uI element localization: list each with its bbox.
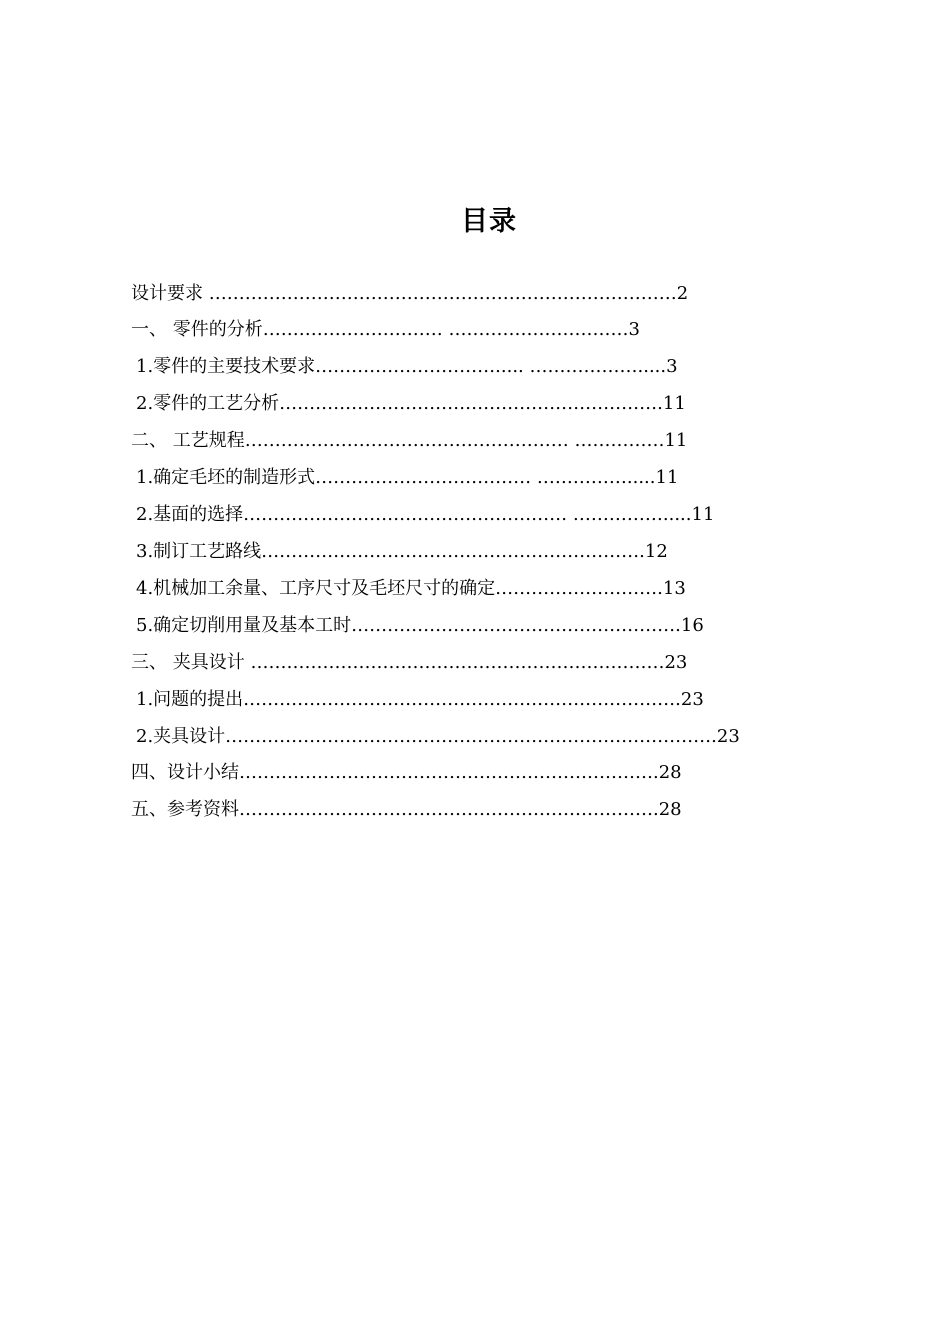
toc-entry-datum-selection: 2.基面的选择……………………………………………… …………….....11: [136, 504, 715, 525]
toc-entry-fixture-design: 三、 夹具设计 ……………………………………………………………23: [131, 652, 688, 673]
toc-entry-references: 五、参考资料…………………………………………………………….28: [131, 799, 682, 820]
toc-entry-process-route: 3.制订工艺路线……………………………………………………….12: [136, 541, 668, 562]
toc-entry-technical-requirements: 1.零件的主要技术要求…………………………..... ……………….....3: [136, 356, 678, 377]
toc-entry-process-analysis: 2.零件的工艺分析……………………………………………………….11: [136, 393, 686, 414]
toc-entry-cutting-parameters: 5.确定切削用量及基本工时……………………………………………….16: [136, 615, 704, 636]
toc-title: 目录: [461, 206, 517, 237]
toc-entry-design-summary: 四、设计小结…………………………………………………………….28: [131, 762, 682, 783]
toc-entry-fixture-design-detail: 2.夹具设计……………………………………………………………………….23: [136, 726, 740, 747]
toc-entry-blank-form: 1.确定毛坯的制造形式……………………………… …………….....11: [136, 467, 679, 488]
toc-entry-process-planning: 二、 工艺规程……………………………………………… ……………11: [131, 430, 688, 451]
toc-entry-problem-statement: 1.问题的提出……………………………………………………………….23: [136, 689, 704, 710]
toc-entry-machining-allowance: 4.机械加工余量、工序尺寸及毛坯尺寸的确定……………………….13: [136, 578, 686, 599]
toc-entry-design-requirements: 设计要求 ……………………………………………………………………2: [131, 283, 689, 304]
toc-entry-part-analysis: 一、 零件的分析………………………… …………………………3: [131, 319, 640, 340]
